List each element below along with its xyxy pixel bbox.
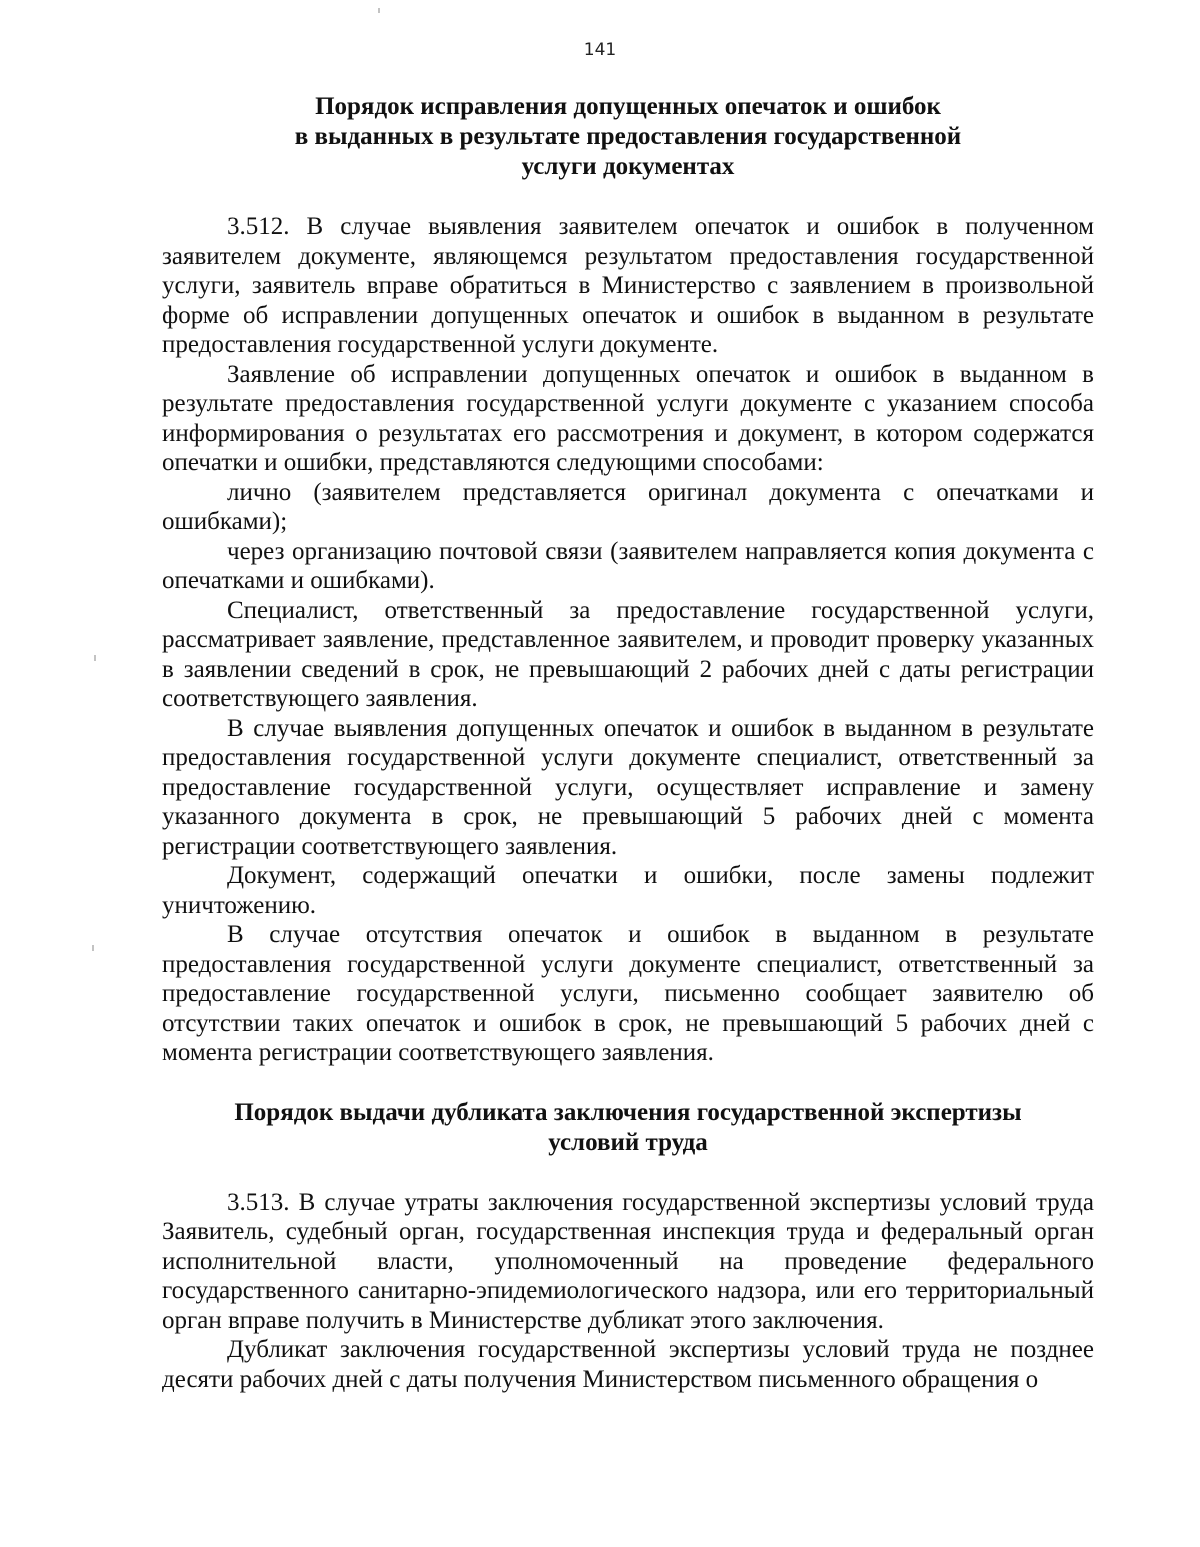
paragraph: Дубликат заключения государственной экспертизы условий труда не позднее десяти рабочих дней с даты получения Министерством письменного обращения о: [162, 1336, 1094, 1393]
paragraph: В случае выявления допущенных опечаток и ошибок в выданном в результате предоставления государственной услуги документе специалист, ответственный за предоставление государственной услуги, осуществляет исправление и замену указанного документа в срок, не превышающий 5 рабочих дней с момента регистрации соответствующего заявления.: [162, 714, 1094, 860]
heading-line: Порядок исправления допущенных опечаток и ошибок: [315, 93, 941, 120]
paragraph-3-512: 3.512. В случае выявления заявителем опечаток и ошибок в полученном заявителем документе, являющемся результатом предоставления государственной услуги, заявитель вправе обратиться в Министерство с заявлением в произвольной форме об исправлении допущенных опечаток и ошибок в выданном в результате предоставления государственной услуги документе.: [162, 213, 1094, 358]
paragraph: через организацию почтовой связи (заявителем направляется копия документа с опечатками и ошибками).: [162, 537, 1094, 594]
paragraph: Документ, содержащий опечатки и ошибки, после замены подлежит уничтожению.: [162, 862, 1094, 919]
paragraph: Специалист, ответственный за предоставление государственной услуги, рассматривает заявление, представленное заявителем, и проводит проверку указанных в заявлении сведений в срок, не превышающий 2 рабочих дней с даты регистрации соответствующего заявления.: [162, 596, 1094, 712]
scan-artifact: [92, 945, 94, 951]
paragraph: лично (заявителем представляется оригинал документа с опечатками и ошибками);: [162, 478, 1094, 535]
page-number: 141: [583, 40, 617, 60]
paragraph: В случае отсутствия опечаток и ошибок в выданном в результате предоставления государственной услуги документе специалист, ответственный за предоставление государственной услуги, письменно сообщает заявителю об отсутствии таких опечаток и ошибок в срок, не превышающий 5 рабочих дней с момента регистрации соответствующего заявления.: [162, 921, 1094, 1066]
scan-artifact: [94, 655, 96, 661]
document-body: [162, 92, 1094, 1394]
heading-line: услуги документах: [521, 153, 735, 180]
heading-line: Порядок выдачи дубликата заключения государственной экспертизы: [234, 1098, 1022, 1126]
paragraph: Заявление об исправлении допущенных опечаток и ошибок в выданном в результате предоставления государственной услуги документе с указанием способа информирования о результатах его рассмотрения и документ, в котором содержатся опечатки и ошибки, представляются следующими способами:: [162, 360, 1094, 476]
section-heading-duplicate: [162, 1098, 1094, 1158]
scan-artifact: [378, 8, 380, 13]
paragraph-3-513: 3.513. В случае утраты заключения государственной экспертизы условий труда Заявитель, судебный орган, государственная инспекция труда и федеральный орган исполнительной власти, уполномоченный на проведение федерального государственного санитарно-эпидемиологического надзора, или его территориальный орган вправе получить в Министерстве дубликат этого заключения.: [162, 1188, 1094, 1334]
heading-line: условий труда: [548, 1128, 708, 1156]
section-heading-corrections: [162, 92, 1094, 182]
heading-line: в выданных в результате предоставления государственной: [294, 123, 962, 150]
